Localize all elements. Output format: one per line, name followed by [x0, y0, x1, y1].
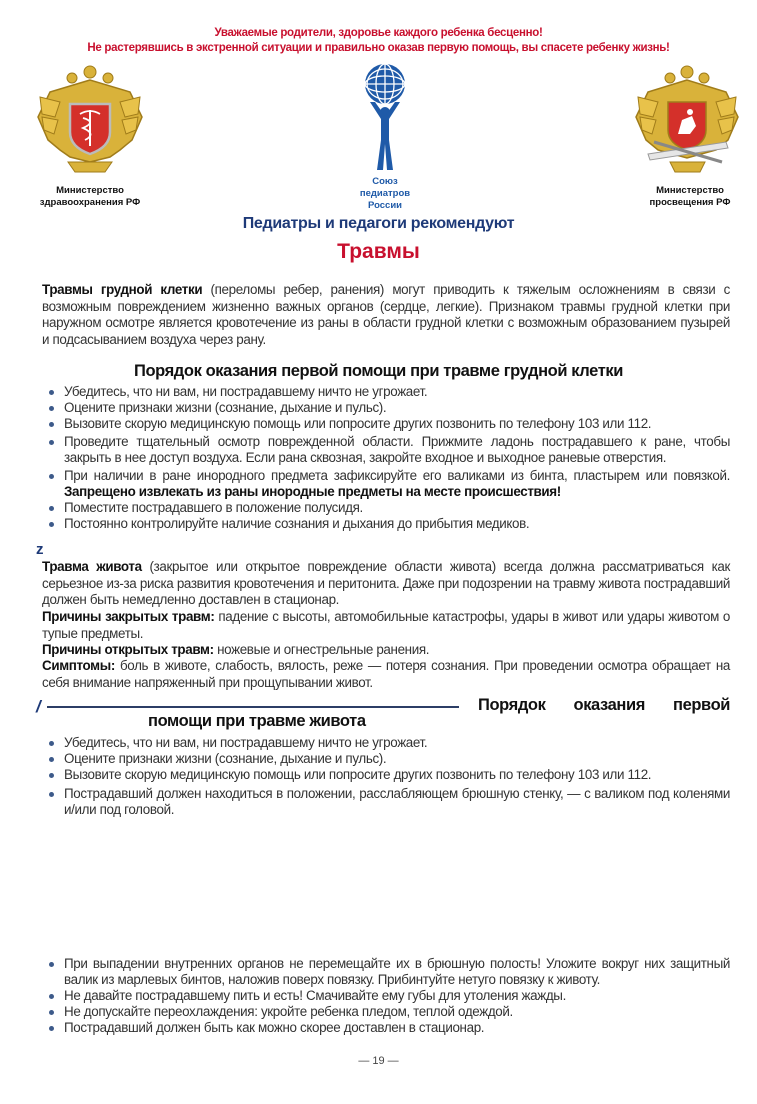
- chest-injury-text: (переломы ребер, ранения) могут приводить к тяжелым осложнениям в связи с возможным повреждением жизненно важных органов (сердце, легкие). Признаком травмы грудной клетки при наружном осмотре является кровотечение из раны в области грудной клетки с возможным образованием пузырей и подсасыванием воздуха через рану.: [42, 282, 730, 347]
- caption-line: педиатров: [359, 188, 411, 199]
- list-item: При выпадении внутренних органов не перемещайте их в брюшную полость! Уложите вокруг них защитный валик из марлевых бинтов, наложив поверх повязку. Прибинтуйте нетуго повязку к животу.: [44, 956, 730, 988]
- page-number: — 19 —: [358, 1055, 399, 1067]
- appeal-line-1: Уважаемые родители, здоровье каждого ребенка бесценно!: [214, 27, 543, 39]
- abdomen-injury-text: (закрытое или открытое повреждение области живота) всегда должна рассматриваться как серьезное из-за риска развития кровотечения и перитонита. Даже при подозрении на травму живота пострадавший должен быть немедленно доставлен в стационар.: [42, 559, 730, 607]
- list-item: Вызовите скорую медицинскую помощь или попросите других позвонить по телефону 103 или 112.: [44, 767, 730, 783]
- symptoms-text: боль в животе, слабость, вялость, реже — потеря сознания. При проведении осмотра обращает на себя внимание напряженный при прощупывании живот.: [42, 658, 730, 690]
- chest-injury-intro: [42, 282, 730, 348]
- education-ministry-caption: [620, 185, 757, 209]
- closed-injury-causes: [42, 609, 730, 642]
- list-item: Оцените признаки жизни (сознание, дыхание и пульс).: [44, 751, 730, 767]
- caption-line: здравоохранения РФ: [39, 197, 141, 208]
- education-ministry-emblem-icon: [630, 62, 745, 177]
- list-item: [44, 468, 730, 500]
- list-item: Оцените признаки жизни (сознание, дыхание и пульс).: [44, 400, 730, 416]
- closed-causes-label: Причины закрытых травм:: [42, 609, 215, 624]
- abdomen-injury-term: Травма живота: [42, 559, 142, 574]
- health-ministry-caption: [20, 185, 160, 209]
- list-item: Постоянно контролируйте наличие сознания и дыхания до прибытия медиков.: [44, 516, 730, 532]
- health-ministry-logo: [30, 62, 150, 182]
- list-item: Поместите пострадавшего в положение полусидя.: [44, 500, 730, 516]
- slash-mark: /: [36, 697, 41, 716]
- caption-line: Министерство: [656, 185, 724, 196]
- warning-text: Запрещено извлекать из раны инородные предметы на месте происшествия!: [64, 484, 561, 499]
- list-item: Проведите тщательный осмотр поврежденной области. Прижмите ладонь пострадавшего к ране, чтобы закрыть в нее доступ воздуха. Если рана сквозная, закройте входное и выходное раневые отверстия.: [44, 434, 730, 466]
- education-ministry-logo: [630, 62, 745, 182]
- appeal-line-2: Не растерявшись в экстренной ситуации и правильно оказав первую помощь, вы спасете ребенку жизнь!: [87, 42, 670, 54]
- pediatricians-union-logo: [355, 62, 415, 177]
- divider-line: [47, 706, 459, 708]
- caption-line: России: [367, 200, 403, 211]
- caption-line: просвещения РФ: [649, 197, 731, 208]
- open-injury-causes: [42, 642, 730, 659]
- closed-causes-text: падение с высоты, автомобильные катастрофы, удары в живот или удары животом о тупые предметы.: [42, 609, 730, 641]
- caption-line: Союз: [372, 176, 398, 187]
- list-item: Пострадавший должен быть как можно скорее доставлен в стационар.: [44, 1020, 730, 1036]
- health-ministry-emblem-icon: [30, 62, 150, 177]
- abdomen-injury-intro: [42, 559, 730, 609]
- list-item: Не давайте пострадавшему пить и есть! Смачивайте ему губы для утоления жажды.: [44, 988, 730, 1004]
- abdomen-first-aid-steps-continued: [44, 956, 730, 1036]
- symptoms-label: Симптомы:: [42, 658, 115, 673]
- chest-first-aid-heading: Порядок оказания первой помощи при травме грудной клетки: [133, 362, 624, 380]
- symptoms: [42, 658, 730, 691]
- abdomen-heading-part1: Порядок оказания первой: [478, 696, 730, 714]
- abdomen-first-aid-steps: [44, 735, 730, 818]
- open-causes-label: Причины открытых травм:: [42, 642, 214, 657]
- list-item: Убедитесь, что ни вам, ни пострадавшему ничто не угрожает.: [44, 735, 730, 751]
- list-item: Не допускайте переохлаждения: укройте ребенка пледом, теплой одеждой.: [44, 1004, 730, 1020]
- chest-first-aid-steps: [44, 384, 730, 532]
- list-item: Вызовите скорую медицинскую помощь или попросите других позвонить по телефону 103 или 112.: [44, 416, 730, 432]
- page-subtitle: Педиатры и педагоги рекомендуют: [242, 215, 515, 232]
- section-marker: z: [36, 541, 44, 558]
- caption-line: Министерство: [56, 185, 124, 196]
- abdomen-heading-part2: помощи при травме живота: [148, 712, 366, 730]
- list-item: Пострадавший должен находиться в положении, расслабляющем брюшную стенку, — с валиком под коленями и/или под головой.: [44, 786, 730, 818]
- step-text: При наличии в ране инородного предмета зафиксируйте его валиками из бинта, пластырем или повязкой.: [64, 468, 730, 483]
- pediatricians-union-caption: [345, 176, 425, 212]
- pediatricians-union-logo-icon: [355, 62, 415, 172]
- open-causes-text: ножевые и огнестрельные ранения.: [213, 642, 430, 657]
- chest-injury-term: Травмы грудной клетки: [42, 282, 203, 297]
- page-title: Травмы: [337, 240, 420, 263]
- list-item: Убедитесь, что ни вам, ни пострадавшему ничто не угрожает.: [44, 384, 730, 400]
